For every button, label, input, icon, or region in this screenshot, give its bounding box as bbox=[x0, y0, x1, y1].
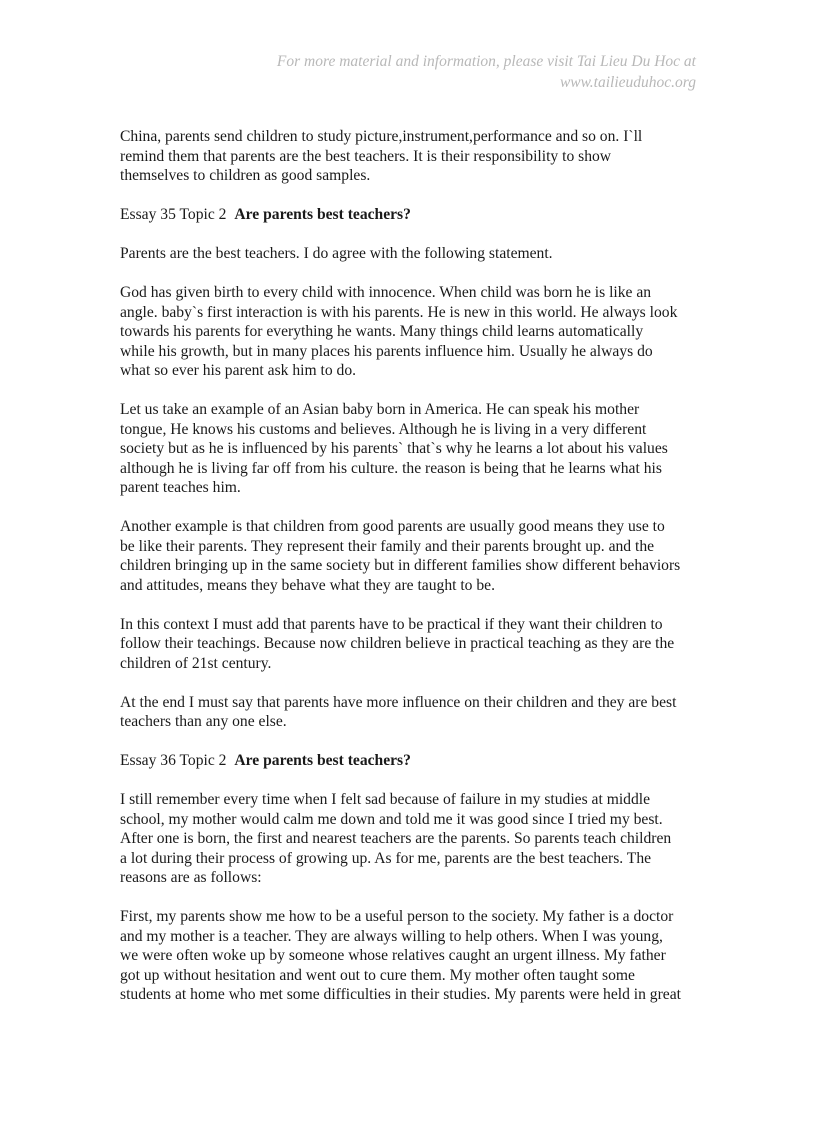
essay-35-paragraph-5 bbox=[120, 615, 700, 674]
text-line: angle. baby`s first interaction is with his parents. He is new in this world. He always look bbox=[120, 303, 678, 321]
essay-36-title: Are parents best teachers? bbox=[234, 752, 411, 769]
essay-36-paragraph-1 bbox=[120, 790, 700, 888]
essay-36-paragraph-2 bbox=[120, 907, 700, 1005]
text-line: we were often woke up by someone whose relatives caught an urgent illness. My father bbox=[120, 947, 666, 964]
text-line: In this context I must add that parents have to be practical if they want their children to bbox=[120, 615, 663, 633]
text-line: school, my mother would calm me down and told me it was good since I tried my best. bbox=[120, 810, 663, 828]
intro-paragraph bbox=[120, 127, 700, 186]
text-line: although he is living far off from his culture. the reason is being that he learns what his bbox=[120, 459, 662, 477]
essay-35-paragraph-2 bbox=[120, 283, 700, 381]
essay-36-label: Essay 36 Topic 2 bbox=[120, 752, 227, 769]
text-line: God has given birth to every child with innocence. When child was born he is like an bbox=[120, 284, 652, 301]
text-line: I still remember every time when I felt sad because of failure in my studies at middle bbox=[120, 791, 651, 808]
header-link[interactable]: www.tailieuduhoc.org bbox=[559, 74, 696, 91]
text-line: children bringing up in the same society but in different families show different behaviors bbox=[120, 557, 681, 574]
text-line: and attitudes, means they behave what they are taught to be. bbox=[120, 576, 495, 594]
text-line: be like their parents. They represent their family and their parents brought up. and the bbox=[120, 537, 655, 555]
header-line-1: For more material and information, please visit Tai Lieu Du Hoc at bbox=[276, 53, 696, 70]
essay-35-paragraph-6 bbox=[120, 693, 700, 732]
essay-35-paragraph-1 bbox=[120, 244, 700, 264]
essay-35-paragraph-4 bbox=[120, 517, 700, 595]
text-line: Another example is that children from good parents are usually good means they use to bbox=[120, 518, 665, 535]
text-line: follow their teachings. Because now children believe in practical teaching as they are the bbox=[120, 635, 675, 652]
text-line: what so ever his parent ask him to do. bbox=[120, 362, 357, 379]
document-body bbox=[120, 127, 700, 1024]
text-line: Parents are the best teachers. I do agree with the following statement. bbox=[120, 245, 553, 262]
text-line: After one is born, the first and nearest teachers are the parents. So parents teach children bbox=[120, 830, 672, 847]
text-line: got up without hesitation and went out to cure them. My mother often taught some bbox=[120, 966, 635, 984]
text-line: while his growth, but in many places his parents influence him. Usually he always do bbox=[120, 342, 653, 360]
essay-36-heading bbox=[120, 751, 700, 771]
text-line: reasons are as follows: bbox=[120, 869, 262, 886]
text-line: Let us take an example of an Asian baby born in America. He can speak his mother bbox=[120, 401, 640, 418]
text-line: First, my parents show me how to be a useful person to the society. My father is a doctor bbox=[120, 908, 674, 925]
text-line: and my mother is a teacher. They are always willing to help others. When I was young, bbox=[120, 927, 663, 945]
text-line: towards his parents for everything he wants. Many things child learns automatically bbox=[120, 323, 644, 340]
text-line: tongue, He knows his customs and believes. Although he is living in a very different bbox=[120, 420, 647, 438]
text-line: China, parents send children to study picture,instrument,performance and so on. I`ll bbox=[120, 128, 643, 145]
text-line: students at home who met some difficulties in their studies. My parents were held in great bbox=[120, 986, 681, 1003]
text-line: themselves to children as good samples. bbox=[120, 167, 371, 184]
essay-35-paragraph-3 bbox=[120, 400, 700, 498]
essay-35-heading bbox=[120, 205, 700, 225]
essay-35-label: Essay 35 Topic 2 bbox=[120, 206, 227, 223]
text-line: a lot during their process of growing up. As for me, parents are the best teachers. The bbox=[120, 849, 652, 867]
text-line: teachers than any one else. bbox=[120, 713, 287, 730]
text-line: society but as he is influenced by his parents` that`s why he learns a lot about his values bbox=[120, 440, 668, 457]
essay-35-title: Are parents best teachers? bbox=[234, 206, 411, 223]
page-header bbox=[136, 51, 696, 93]
text-line: remind them that parents are the best teachers. It is their responsibility to show bbox=[120, 147, 612, 165]
text-line: children of 21st century. bbox=[120, 654, 272, 672]
text-line: At the end I must say that parents have more influence on their children and they are best bbox=[120, 693, 677, 711]
text-line: parent teaches him. bbox=[120, 479, 241, 496]
